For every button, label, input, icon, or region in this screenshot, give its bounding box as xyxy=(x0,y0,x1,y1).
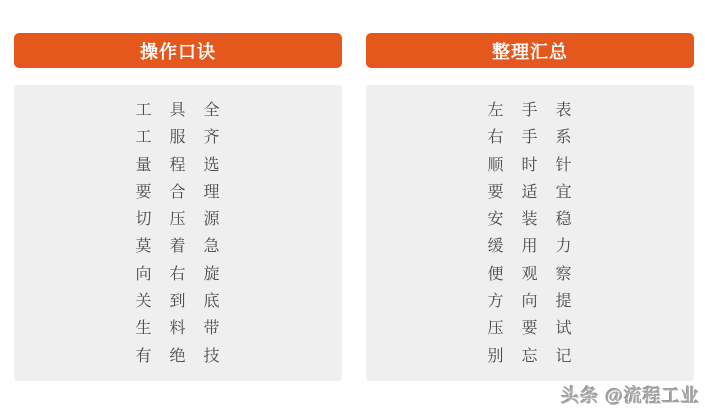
panel-title: 整理汇总 xyxy=(492,41,568,62)
mnemonic-line: 安 装 稳 xyxy=(487,211,573,229)
toutiao-watermark xyxy=(561,382,700,408)
watermark-brand: 头条 xyxy=(561,386,600,406)
mnemonic-line: 要 适 宜 xyxy=(487,183,573,201)
panels-container xyxy=(14,33,694,381)
panel-header-summary xyxy=(366,33,694,68)
mnemonic-line: 要 合 理 xyxy=(135,183,221,201)
mnemonic-line: 向 右 旋 xyxy=(135,265,221,283)
mnemonic-line: 便 观 察 xyxy=(487,265,573,283)
mnemonic-line: 莫 着 急 xyxy=(135,238,221,256)
panel-body-summary xyxy=(366,85,694,381)
mnemonic-line: 工 服 齐 xyxy=(135,129,221,147)
watermark-handle: @流程工业 xyxy=(605,386,700,406)
mnemonic-line: 顺 时 针 xyxy=(487,156,573,174)
mnemonic-line: 生 料 带 xyxy=(135,320,221,338)
mnemonic-line: 有 绝 技 xyxy=(135,347,221,365)
panel-header-operation-mnemonic xyxy=(14,33,342,68)
mnemonic-line: 左 手 表 xyxy=(487,102,573,119)
mnemonic-line: 缓 用 力 xyxy=(487,238,573,256)
panel-title: 操作口诀 xyxy=(140,41,216,62)
mnemonic-line: 压 要 试 xyxy=(487,320,573,338)
mnemonic-line: 别 忘 记 xyxy=(487,347,573,365)
mnemonic-line: 关 到 底 xyxy=(135,293,221,311)
mnemonic-line: 切 压 源 xyxy=(135,211,221,229)
panel-summary xyxy=(366,33,694,381)
mnemonic-line: 工 具 全 xyxy=(135,102,221,119)
mnemonic-line: 方 向 提 xyxy=(487,293,573,311)
panel-body-operation-mnemonic xyxy=(14,85,342,381)
mnemonic-line: 量 程 选 xyxy=(135,156,221,174)
panel-operation-mnemonic xyxy=(14,33,342,381)
mnemonic-line: 右 手 系 xyxy=(487,129,573,147)
